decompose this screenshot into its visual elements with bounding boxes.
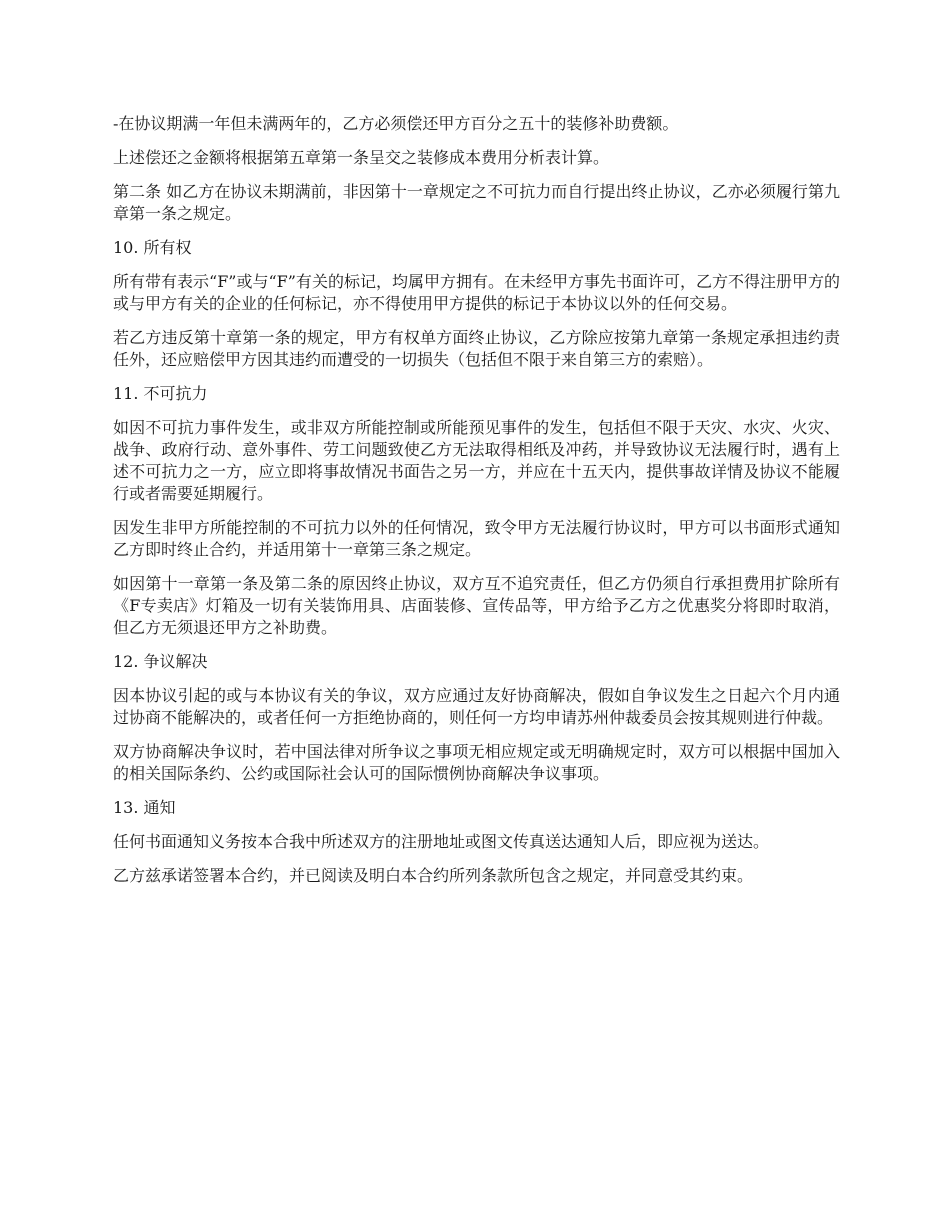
clause-paragraph: 所有带有表示“F”或与“F”有关的标记，均属甲方拥有。在未经甲方事先书面许可，乙方不得注册甲方的或与甲方有关的企业的任何标记，亦不得使用甲方提供的标记于本协议以外的任何交易。 xyxy=(113,272,840,313)
clause-paragraph: 若乙方违反第十章第一条的规定，甲方有权单方面终止协议，乙方除应按第九章第一条规定承担违约责任外，还应赔偿甲方因其违约而遭受的一切损失（包括但不限于来自第三方的索赔）。 xyxy=(113,328,840,369)
clause-paragraph: 乙方兹承诺签署本合约，并已阅读及明白本合约所列条款所包含之规定，并同意受其约束。 xyxy=(113,866,754,885)
clause-paragraph: 第二条 如乙方在协议未期满前，非因第十一章规定之不可抗力而自行提出终止协议，乙亦必须履行第九章第一条之规定。 xyxy=(113,182,840,223)
section-heading: 11. 不可抗力 xyxy=(113,384,208,403)
clause-paragraph: 因本协议引起的或与本协议有关的争议，双方应通过友好协商解决，假如自争议发生之日起六个月内通过协商不能解决的，或者任何一方拒绝协商的，则任何一方均申请苏州仲裁委员会按其规则进行仲裁。 xyxy=(113,686,840,727)
clause-paragraph: 任何书面通知义务按本合我中所述双方的注册地址或图文传真送达通知人后，即应视为送达。 xyxy=(113,832,770,851)
clause-paragraph: -在协议期满一年但未满两年的，乙方必须偿还甲方百分之五十的装修补助费额。 xyxy=(113,114,679,133)
clause-paragraph: 双方协商解决争议时，若中国法律对所争议之事项无相应规定或无明确规定时，双方可以根据中国加入的相关国际条约、公约或国际社会认可的国际惯例协商解决争议事项。 xyxy=(113,742,840,783)
section-heading: 10. 所有权 xyxy=(113,238,192,257)
clause-paragraph: 如因不可抗力事件发生，或非双方所能控制或所能预见事件的发生，包括但不限于天灾、水灾、火灾、战争、政府行动、意外事件、劳工问题致使乙方无法取得相纸及冲药，并导致协议无法履行时，遇有上述不可抗力之一方，应立即将事故情况书面告之另一方，并应在十五天内，提供事故详情及协议不能履行或者需要延期履行。 xyxy=(113,418,840,503)
clause-paragraph: 如因第十一章第一条及第二条的原因终止协议，双方互不追究责任，但乙方仍须自行承担费用扩除所有《F专卖店》灯箱及一切有关装饰用具、店面装修、宣传品等，甲方给予乙方之优惠奖分将即时取消，但乙方无须退还甲方之补助费。 xyxy=(113,574,840,637)
section-heading: 13. 通知 xyxy=(113,798,176,817)
clause-paragraph: 因发生非甲方所能控制的不可抗力以外的任何情况，致令甲方无法履行协议时，甲方可以书面形式通知乙方即时终止合约，并适用第十一章第三条之规定。 xyxy=(113,518,840,559)
document-page xyxy=(113,113,840,899)
section-heading: 12. 争议解决 xyxy=(113,652,208,671)
clause-paragraph: 上述偿还之金额将根据第五章第一条呈交之装修成本费用分析表计算。 xyxy=(113,148,610,167)
